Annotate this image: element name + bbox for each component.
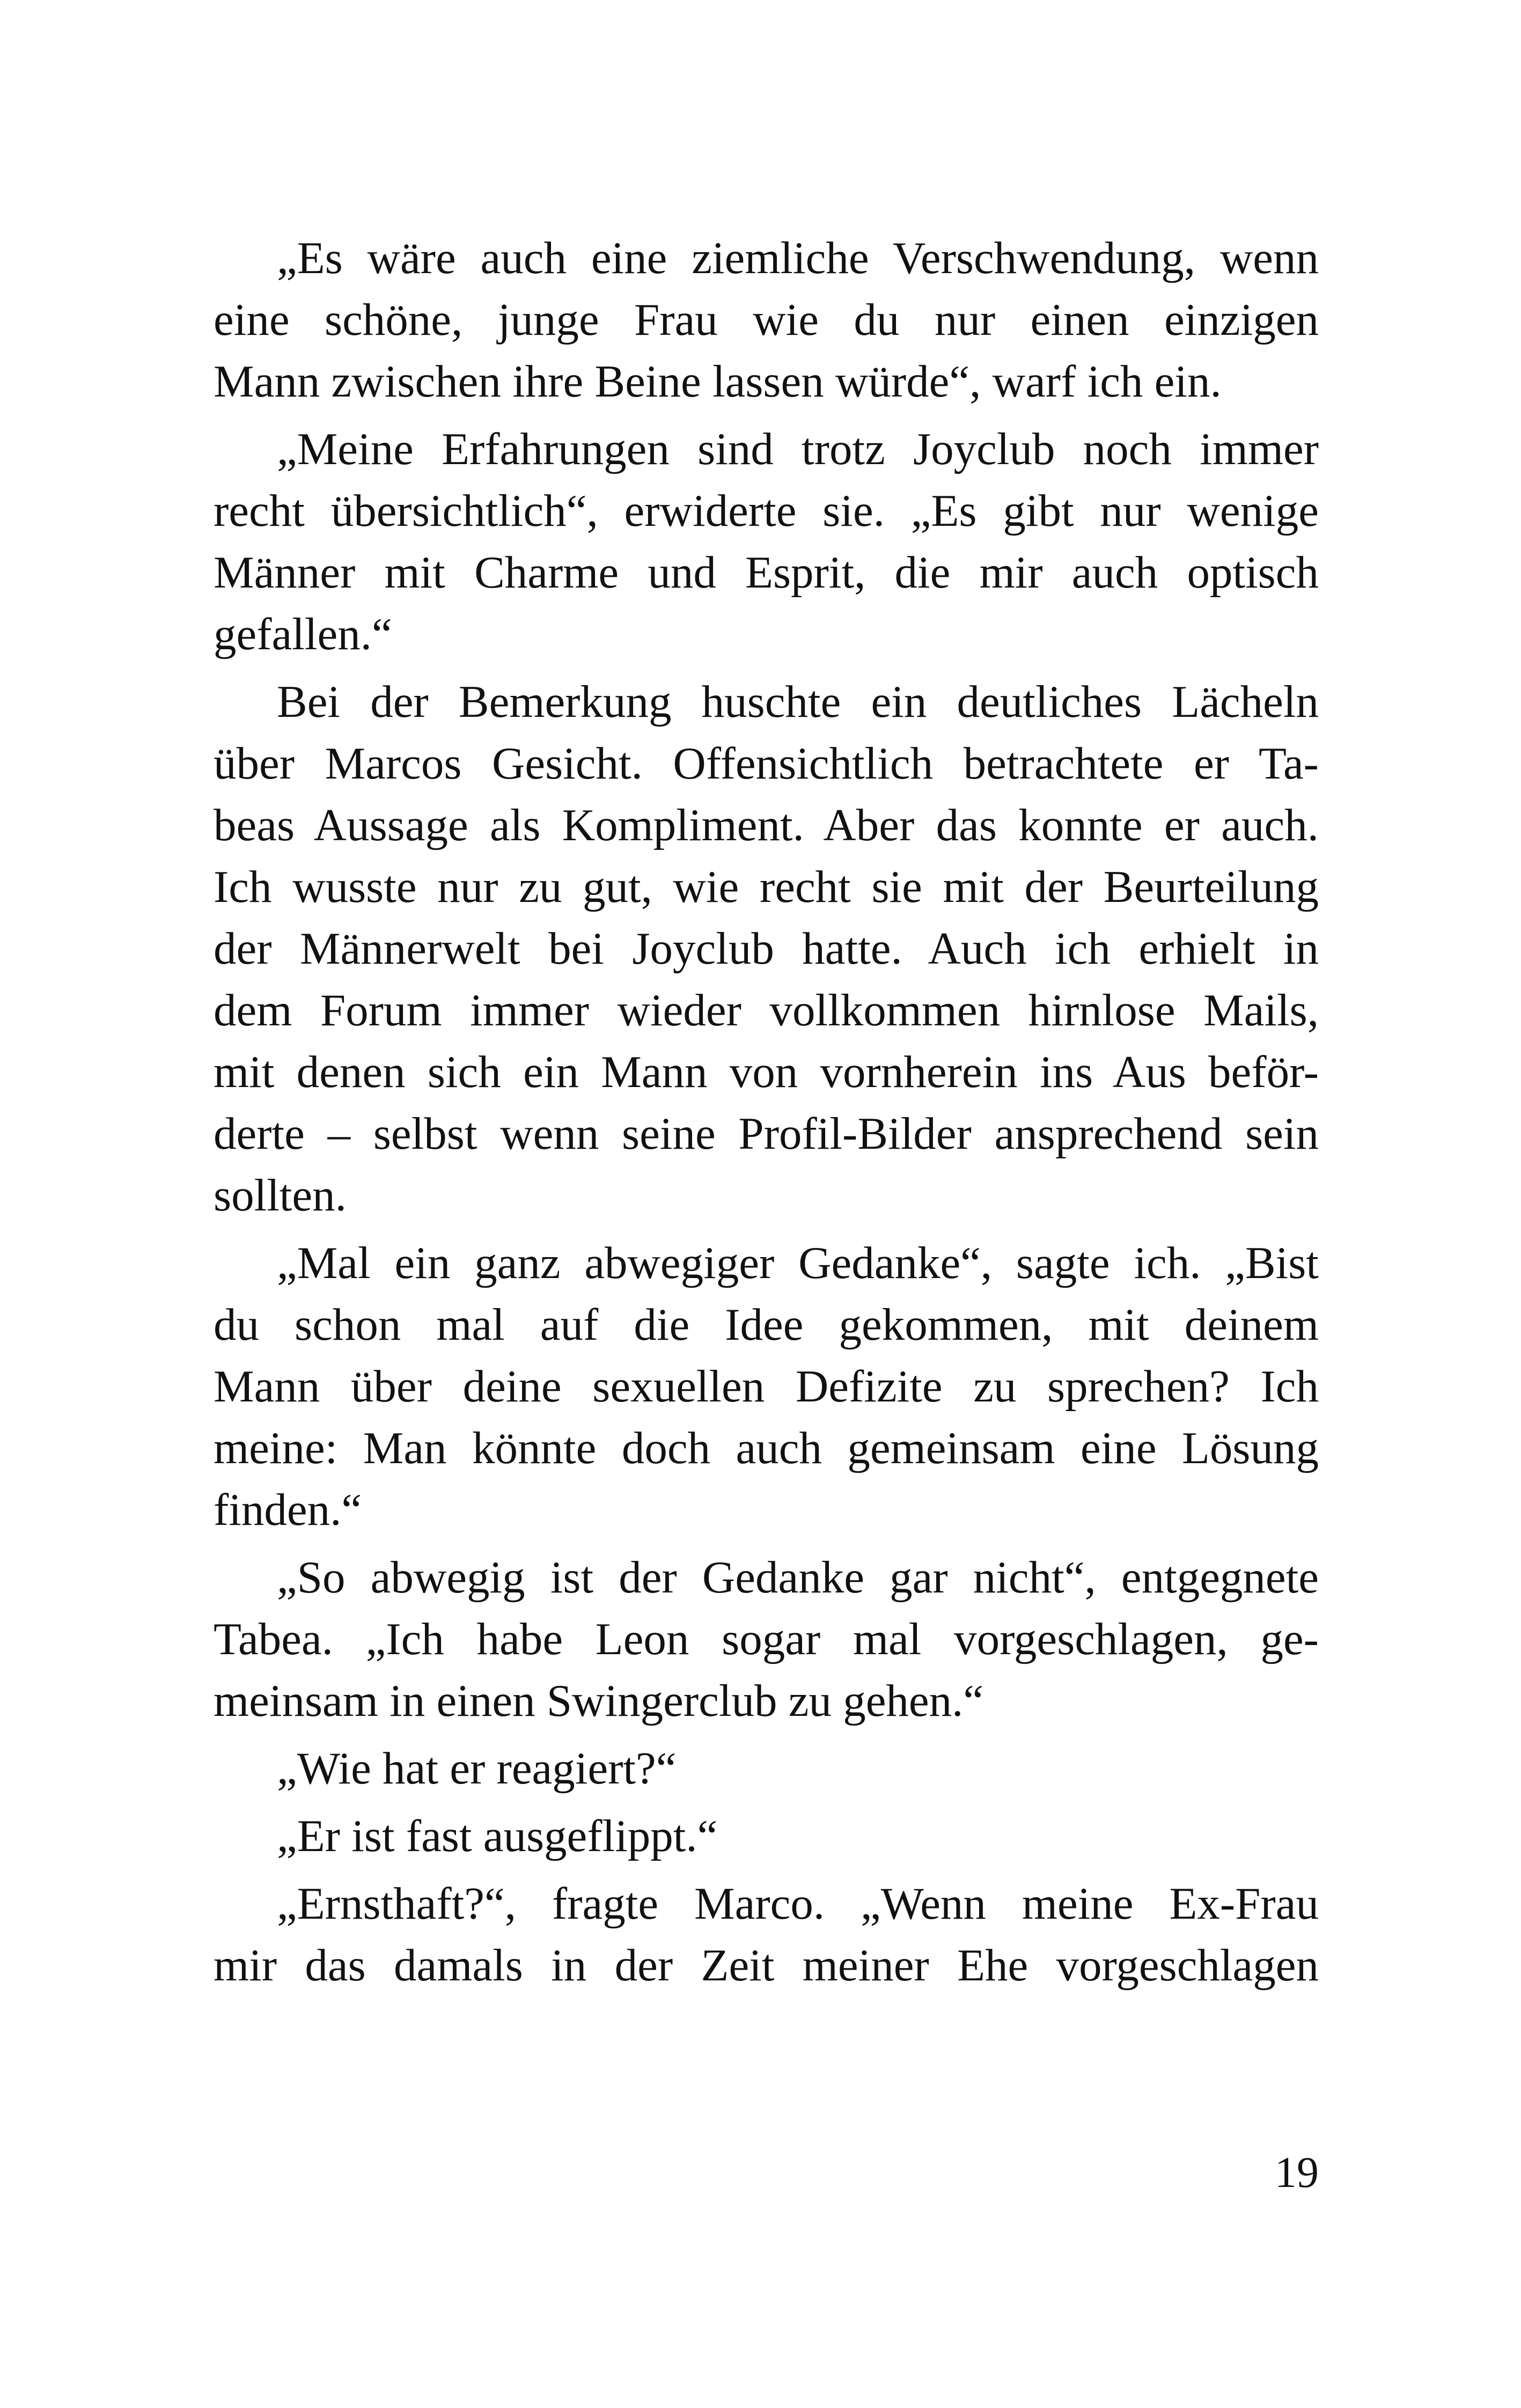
text-line: finden.“: [214, 1485, 362, 1535]
text-line: eine schöne, junge Frau wie du nur einen einzigen: [214, 295, 1319, 345]
text-line: Tabea. „Ich habe Leon sogar mal vorgeschlagen, ge-: [214, 1614, 1319, 1664]
page-number: 19: [1275, 2148, 1319, 2197]
paragraph: [214, 419, 1319, 665]
paragraph: [214, 227, 1319, 413]
paragraph: [214, 1738, 1319, 1800]
text-line: „Mal ein ganz abwegiger Gedanke“, sagte ich. „Bist: [277, 1238, 1319, 1288]
text-line: Bei der Bemerkung huschte ein deutliches Lächeln: [277, 677, 1319, 727]
paragraph: [214, 1873, 1319, 1996]
text-line: „Er ist fast ausgeflippt.“: [277, 1811, 718, 1861]
text-line: Ich wusste nur zu gut, wie recht sie mit der Beurteilung: [214, 862, 1319, 912]
text-line: recht übersichtlich“, erwiderte sie. „Es gibt nur wenige: [214, 486, 1319, 536]
text-line: meine: Man könnte doch auch gemeinsam eine Lösung: [214, 1423, 1319, 1473]
body-text: [214, 227, 1319, 1996]
paragraph: [214, 1805, 1319, 1867]
text-line: meinsam in einen Swingerclub zu gehen.“: [214, 1676, 984, 1726]
text-line: Mann über deine sexuellen Defizite zu sprechen? Ich: [214, 1361, 1319, 1412]
paragraph: [214, 1547, 1319, 1732]
text-line: mir das damals in der Zeit meiner Ehe vorgeschlagen: [214, 1940, 1319, 1991]
text-line: gefallen.“: [214, 609, 392, 659]
text-line: dem Forum immer wieder vollkommen hirnlose Mails,: [214, 985, 1319, 1036]
text-line: Mann zwischen ihre Beine lassen würde“, warf ich ein.: [214, 356, 1222, 407]
text-line: „So abwegig ist der Gedanke gar nicht“, entgegnete: [277, 1552, 1319, 1603]
text-line: derte – selbst wenn seine Profil-Bilder ansprechend sein: [214, 1108, 1319, 1159]
text-line: beas Aussage als Kompliment. Aber das konnte er auch.: [214, 800, 1319, 850]
paragraph: [214, 1232, 1319, 1541]
paragraph: [214, 671, 1319, 1227]
text-line: der Männerwelt bei Joyclub hatte. Auch ich erhielt in: [214, 923, 1319, 974]
text-line: „Ernsthaft?“, fragte Marco. „Wenn meine Ex-Frau: [277, 1878, 1319, 1929]
text-line: du schon mal auf die Idee gekommen, mit deinem: [214, 1300, 1319, 1350]
text-line: sollten.: [214, 1170, 347, 1221]
text-line: „Es wäre auch eine ziemliche Verschwendung, wenn: [277, 233, 1319, 283]
text-line: über Marcos Gesicht. Offensichtlich betrachtete er Ta-: [214, 738, 1319, 789]
text-line: „Meine Erfahrungen sind trotz Joyclub noch immer: [277, 424, 1319, 474]
text-line: „Wie hat er reagiert?“: [277, 1743, 677, 1794]
text-line: Männer mit Charme und Esprit, die mir auch optisch: [214, 547, 1319, 598]
text-line: mit denen sich ein Mann von vornherein ins Aus beför-: [214, 1047, 1319, 1097]
